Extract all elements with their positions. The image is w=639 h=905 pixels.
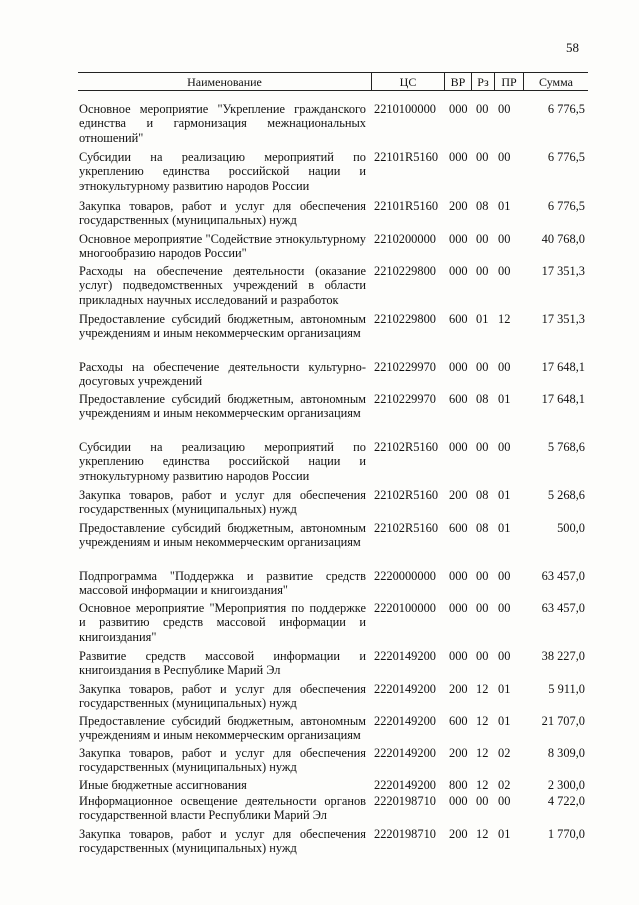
- cell-sum: 500,0: [557, 521, 585, 535]
- cell-rz: 08: [476, 488, 489, 502]
- cell-vr: 600: [449, 312, 468, 326]
- cell-pr: 00: [498, 360, 511, 374]
- cell-name: Основное мероприятие "Укрепление гражданского единства и гармонизация межнациональных отношений": [79, 102, 366, 145]
- cell-sum: 6 776,5: [547, 150, 585, 164]
- cell-sum: 17 351,3: [541, 264, 585, 278]
- cell-rz: 08: [476, 199, 489, 213]
- cell-sum: 5 768,6: [547, 440, 585, 454]
- cell-rz: 12: [476, 746, 489, 760]
- cell-rz: 00: [476, 569, 489, 583]
- cell-cs: 2210200000: [374, 232, 436, 246]
- cell-vr: 800: [449, 778, 468, 792]
- cell-vr: 200: [449, 488, 468, 502]
- cell-vr: 000: [449, 440, 468, 454]
- cell-vr: 000: [449, 232, 468, 246]
- cell-rz: 00: [476, 601, 489, 615]
- cell-rz: 12: [476, 778, 489, 792]
- cell-cs: 2220000000: [374, 569, 436, 583]
- cell-cs: 2210229800: [374, 312, 436, 326]
- cell-vr: 000: [449, 102, 468, 116]
- cell-sum: 4 722,0: [547, 794, 585, 808]
- cell-pr: 00: [498, 440, 511, 454]
- cell-sum: 38 227,0: [541, 649, 585, 663]
- cell-sum: 63 457,0: [541, 569, 585, 583]
- cell-pr: 01: [498, 488, 511, 502]
- cell-name: Расходы на обеспечение деятельности (оказание услуг) подведомственных учреждений в области прикладных научных исследований и разработок: [79, 264, 366, 307]
- cell-cs: 2210229800: [374, 264, 436, 278]
- cell-sum: 40 768,0: [541, 232, 585, 246]
- cell-cs: 22101R5160: [374, 199, 439, 213]
- cell-vr: 600: [449, 521, 468, 535]
- cell-pr: 01: [498, 827, 511, 841]
- cell-name: Закупка товаров, работ и услуг для обеспечения государственных (муниципальных) нужд: [79, 746, 366, 775]
- header-vr: ВР: [444, 72, 471, 91]
- cell-pr: 01: [498, 521, 511, 535]
- cell-sum: 63 457,0: [541, 601, 585, 615]
- cell-name: Предоставление субсидий бюджетным, автономным учреждениям и иным некоммерческим организациям: [79, 392, 366, 421]
- cell-vr: 000: [449, 360, 468, 374]
- cell-rz: 12: [476, 714, 489, 728]
- cell-rz: 00: [476, 794, 489, 808]
- cell-vr: 000: [449, 794, 468, 808]
- page-number: 58: [566, 40, 579, 55]
- cell-rz: 00: [476, 360, 489, 374]
- cell-pr: 00: [498, 232, 511, 246]
- cell-cs: 2220149200: [374, 649, 436, 663]
- cell-cs: 2210229970: [374, 392, 436, 406]
- cell-pr: 00: [498, 794, 511, 808]
- cell-name: Субсидии на реализацию мероприятий по укреплению единства российской нации и этнокультурному развитию народов России: [79, 150, 366, 193]
- cell-cs: 2220198710: [374, 794, 436, 808]
- cell-sum: 1 770,0: [547, 827, 585, 841]
- cell-rz: 08: [476, 392, 489, 406]
- cell-rz: 12: [476, 682, 489, 696]
- cell-cs: 2220149200: [374, 746, 436, 760]
- header-name: Наименование: [78, 72, 371, 91]
- cell-sum: 5 268,6: [547, 488, 585, 502]
- cell-pr: 00: [498, 150, 511, 164]
- cell-sum: 6 776,5: [547, 102, 585, 116]
- cell-sum: 8 309,0: [547, 746, 585, 760]
- cell-rz: 00: [476, 150, 489, 164]
- cell-vr: 000: [449, 569, 468, 583]
- cell-name: Основное мероприятие "Содействие этнокультурному многообразию народов России": [79, 232, 366, 261]
- cell-name: Закупка товаров, работ и услуг для обеспечения государственных (муниципальных) нужд: [79, 682, 366, 711]
- cell-name: Закупка товаров, работ и услуг для обеспечения государственных (муниципальных) нужд: [79, 488, 366, 517]
- cell-vr: 200: [449, 746, 468, 760]
- cell-cs: 2220149200: [374, 714, 436, 728]
- cell-rz: 00: [476, 649, 489, 663]
- cell-vr: 600: [449, 714, 468, 728]
- cell-name: Развитие средств массовой информации и книгоиздания в Республике Марий Эл: [79, 649, 366, 678]
- cell-name: Предоставление субсидий бюджетным, автономным учреждениям и иным некоммерческим организациям: [79, 521, 366, 550]
- cell-pr: 02: [498, 746, 511, 760]
- cell-rz: 00: [476, 440, 489, 454]
- cell-cs: 2220198710: [374, 827, 436, 841]
- cell-sum: 21 707,0: [541, 714, 585, 728]
- cell-name: Информационное освещение деятельности органов государственной власти Республики Марий Эл: [79, 794, 366, 823]
- cell-vr: 200: [449, 199, 468, 213]
- cell-cs: 2220100000: [374, 601, 436, 615]
- header-sum: Сумма: [523, 72, 588, 91]
- cell-vr: 200: [449, 827, 468, 841]
- cell-cs: 22102R5160: [374, 521, 439, 535]
- header-pr: ПР: [494, 72, 523, 91]
- cell-vr: 200: [449, 682, 468, 696]
- cell-vr: 000: [449, 649, 468, 663]
- cell-pr: 01: [498, 199, 511, 213]
- cell-pr: 00: [498, 569, 511, 583]
- cell-name: Закупка товаров, работ и услуг для обеспечения государственных (муниципальных) нужд: [79, 199, 366, 228]
- cell-name: Предоставление субсидий бюджетным, автономным учреждениям и иным некоммерческим организациям: [79, 312, 366, 341]
- cell-cs: 22101R5160: [374, 150, 439, 164]
- cell-rz: 08: [476, 521, 489, 535]
- cell-pr: 00: [498, 102, 511, 116]
- cell-pr: 01: [498, 714, 511, 728]
- cell-rz: 01: [476, 312, 489, 326]
- cell-name: Подпрограмма "Поддержка и развитие средств массовой информации и книгоиздания": [79, 569, 366, 598]
- cell-cs: 22102R5160: [374, 488, 439, 502]
- cell-cs: 22102R5160: [374, 440, 439, 454]
- cell-cs: 2210229970: [374, 360, 436, 374]
- cell-pr: 00: [498, 264, 511, 278]
- cell-name: Субсидии на реализацию мероприятий по укреплению единства российской нации и этнокультурному развитию народов России: [79, 440, 366, 483]
- cell-rz: 00: [476, 264, 489, 278]
- cell-cs: 2220149200: [374, 682, 436, 696]
- cell-name: Расходы на обеспечение деятельности культурно-досуговых учреждений: [79, 360, 366, 389]
- header-rz: Рз: [471, 72, 494, 91]
- cell-vr: 000: [449, 150, 468, 164]
- cell-rz: 00: [476, 232, 489, 246]
- cell-pr: 02: [498, 778, 511, 792]
- cell-name: Закупка товаров, работ и услуг для обеспечения государственных (муниципальных) нужд: [79, 827, 366, 856]
- cell-pr: 12: [498, 312, 511, 326]
- cell-vr: 000: [449, 264, 468, 278]
- cell-vr: 600: [449, 392, 468, 406]
- cell-sum: 2 300,0: [547, 778, 585, 792]
- cell-sum: 17 648,1: [541, 392, 585, 406]
- cell-pr: 01: [498, 392, 511, 406]
- cell-sum: 17 351,3: [541, 312, 585, 326]
- cell-rz: 12: [476, 827, 489, 841]
- header-cs: ЦС: [371, 72, 444, 91]
- cell-sum: 5 911,0: [548, 682, 585, 696]
- cell-cs: 2210100000: [374, 102, 436, 116]
- cell-vr: 000: [449, 601, 468, 615]
- cell-pr: 01: [498, 682, 511, 696]
- cell-cs: 2220149200: [374, 778, 436, 792]
- cell-name: Иные бюджетные ассигнования: [79, 778, 247, 792]
- cell-name: Предоставление субсидий бюджетным, автономным учреждениям и иным некоммерческим организациям: [79, 714, 366, 743]
- cell-pr: 00: [498, 601, 511, 615]
- cell-name: Основное мероприятие "Мероприятия по поддержке и развитию средств массовой информации и книгоиздания": [79, 601, 366, 644]
- cell-sum: 17 648,1: [541, 360, 585, 374]
- cell-sum: 6 776,5: [547, 199, 585, 213]
- cell-rz: 00: [476, 102, 489, 116]
- cell-pr: 00: [498, 649, 511, 663]
